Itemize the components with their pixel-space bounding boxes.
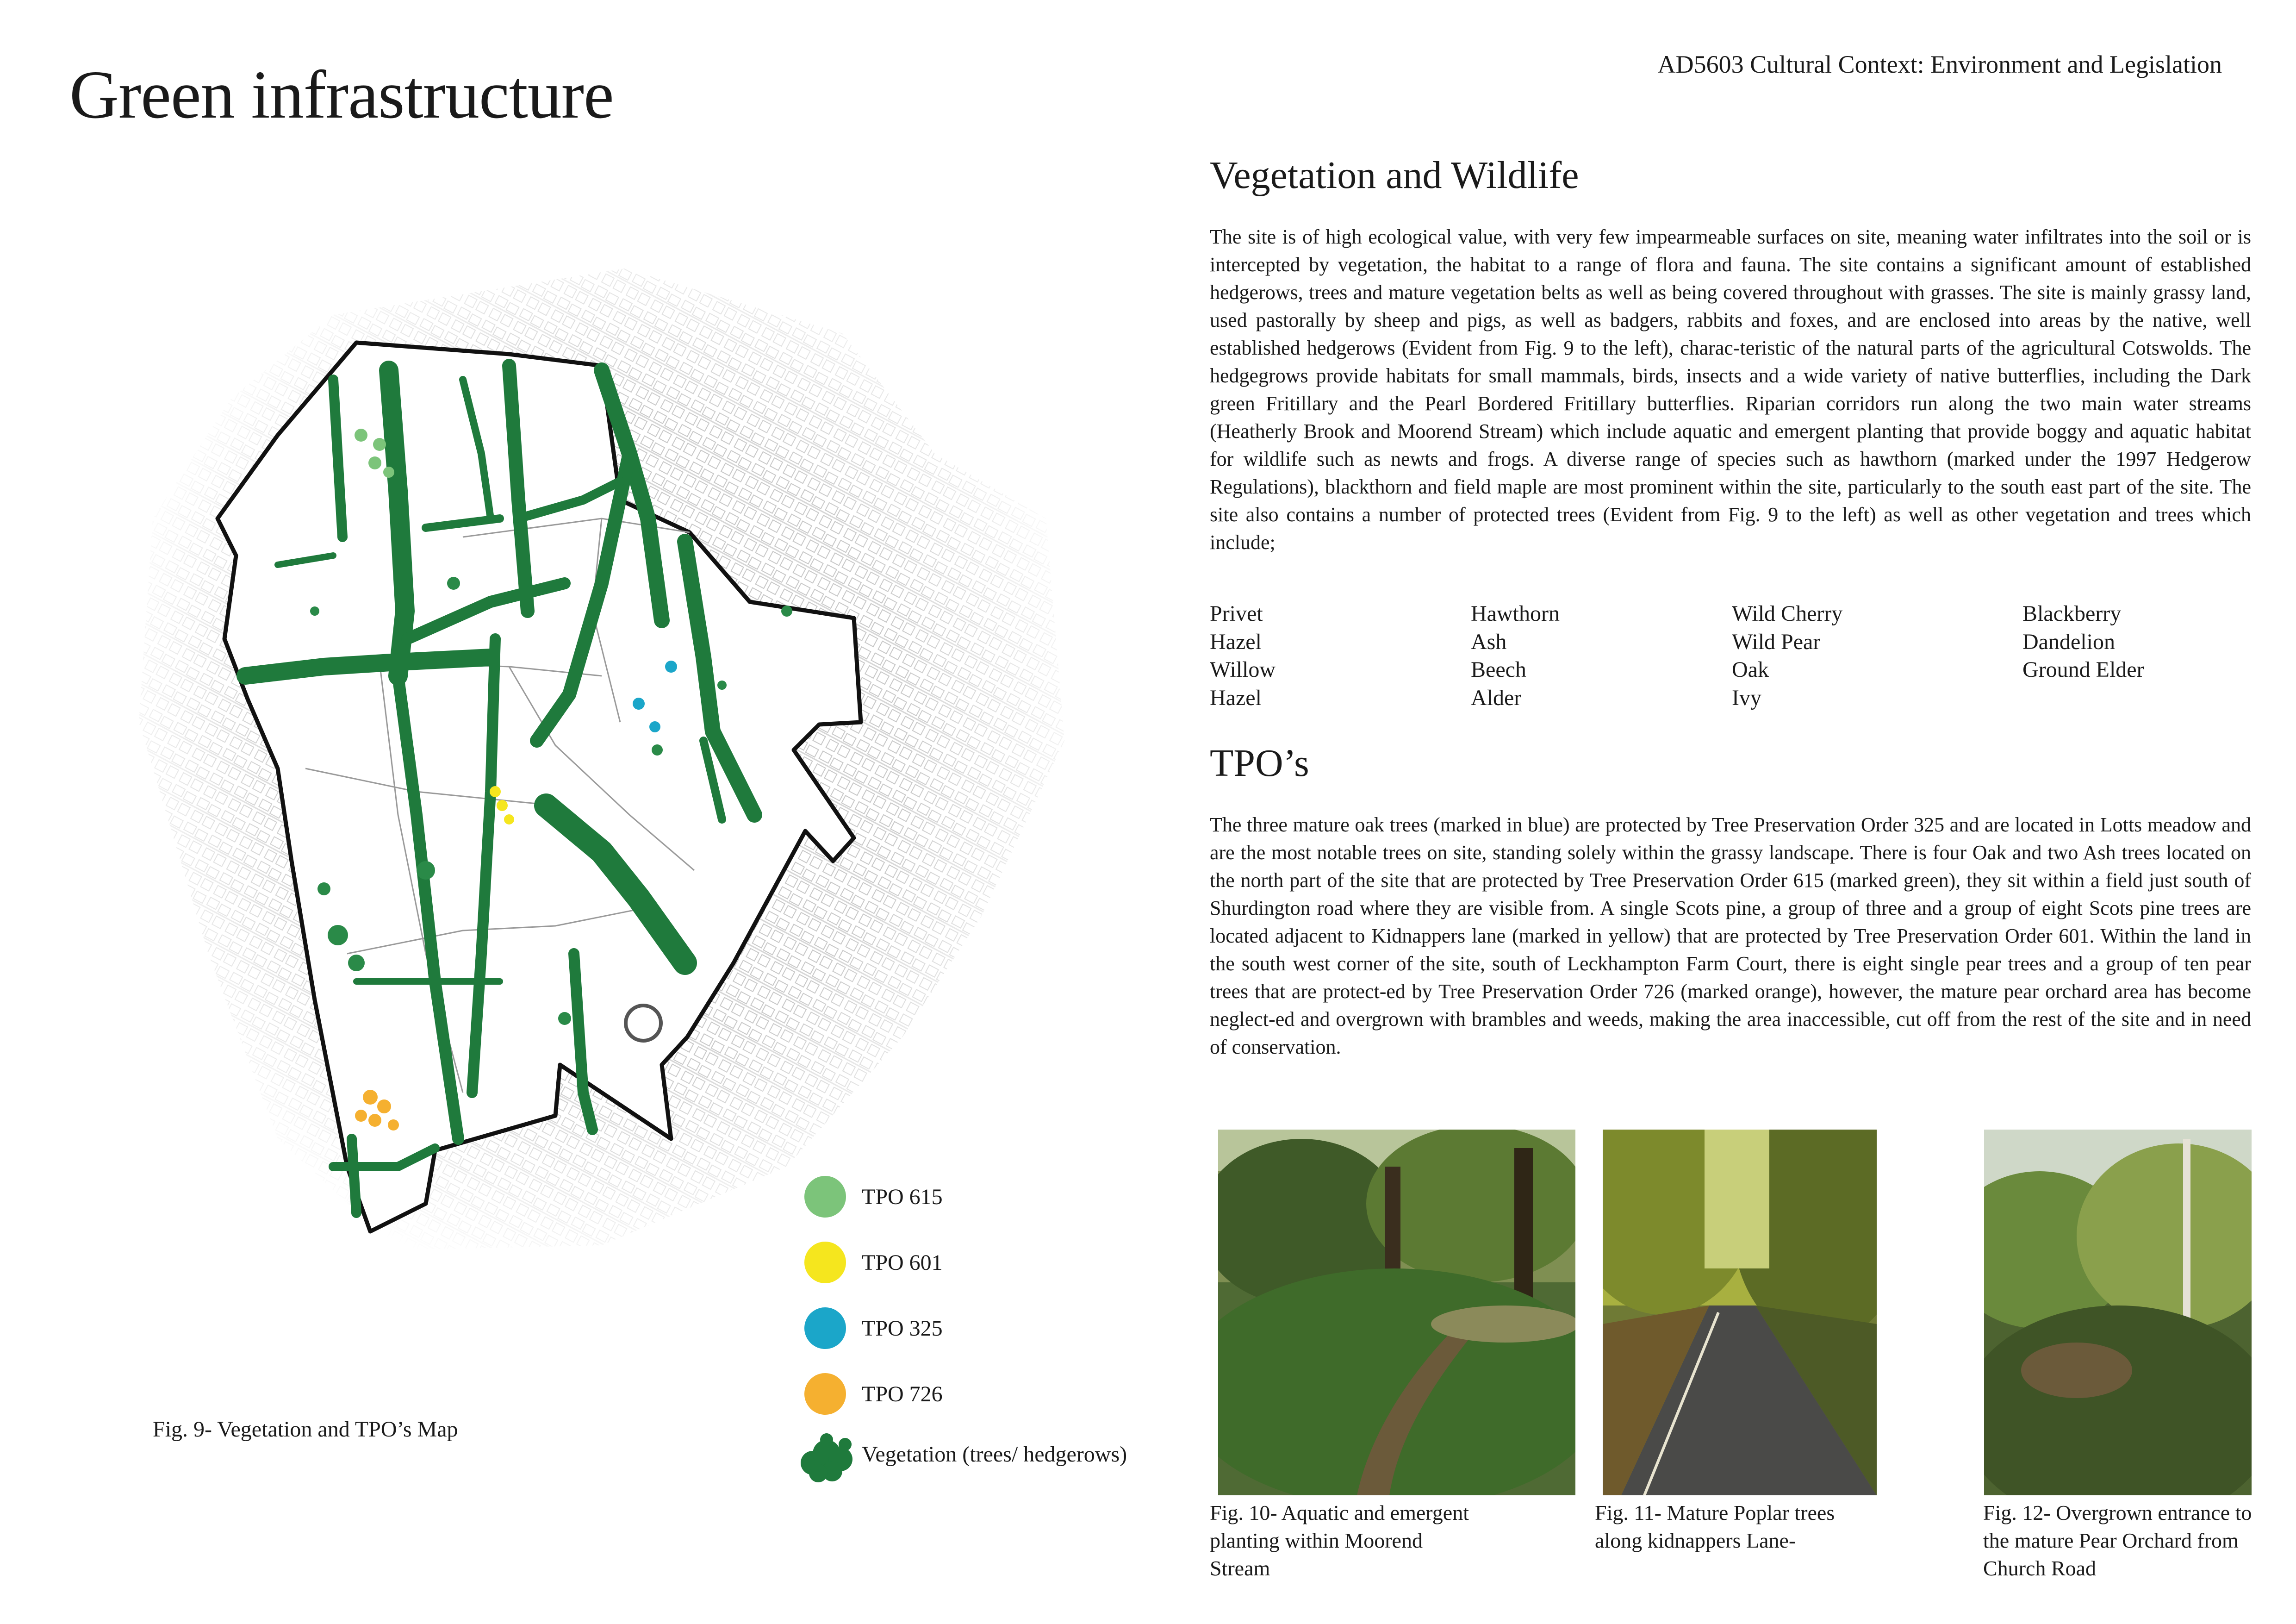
species-item: Hazel	[1210, 685, 1262, 710]
pear-orchard-entrance-photo	[1984, 1130, 2252, 1495]
legend-label: Vegetation (trees/ hedgerows)	[862, 1442, 1127, 1467]
species-item: Ground Elder	[2022, 657, 2144, 682]
fig11-caption: Fig. 11- Mature Poplar trees along kidnappers Lane-	[1595, 1501, 1835, 1552]
species-column	[1210, 600, 1276, 712]
legend-label: TPO 726	[862, 1382, 943, 1406]
aquatic-planting-photo	[1218, 1130, 1575, 1495]
species-item: Blackberry	[2022, 601, 2122, 626]
species-column	[2022, 600, 2144, 684]
species-list	[1210, 600, 2274, 720]
legend-item-tpo-615	[804, 1176, 1221, 1222]
fig9-caption: Fig. 9- Vegetation and TPO’s Map	[153, 1417, 458, 1442]
tpo-325-dot	[804, 1307, 846, 1349]
species-column	[1732, 600, 1842, 712]
fig12-photo	[1984, 1130, 2252, 1495]
legend-label: TPO 615	[862, 1185, 943, 1209]
species-item: Oak	[1732, 657, 1769, 682]
legend-item-tpo-726	[804, 1373, 1221, 1419]
tpo-601-dot	[804, 1242, 846, 1283]
tpo-726-dot	[804, 1373, 846, 1415]
vegetation-heading: Vegetation and Wildlife	[1210, 154, 1579, 197]
species-item: Dandelion	[2022, 629, 2115, 654]
tpo-paragraph: The three mature oak trees (marked in blue) are protected by Tree Preservation Order 325 and are located in Lotts meadow and are the most notable trees on site, standing solely within the grassy landscape. There is four Oak and two Ash trees located on the north part of the site that are protected by Tree Preservation Order 615 (marked green), they sit within a field just south of Shurdington road where they are visible from. A single Scots pine, a group of three and a group of eight Scots pine trees are located adjacent to Kidnappers lane (marked in yellow) that are protected by Tree Preservation Order 601. Within the land in the south west corner of the site, south of Leckhampton Farm Court, there is eight single pear trees and a group of ten pear trees that are protect-ed by Tree Preservation Order 726 (marked orange), however, the mature pear orchard area has become neglect-ed and overgrown with brambles and weeds, making the area inaccessible, cut off from the rest of the site and in need of conservation.	[1210, 813, 2251, 1058]
species-item: Privet	[1210, 601, 1263, 626]
fig11-photo	[1603, 1130, 1877, 1495]
map-canvas	[139, 259, 1064, 1259]
tpo-615-dot	[804, 1176, 846, 1218]
species-item: Ash	[1471, 629, 1507, 654]
species-item: Wild Cherry	[1732, 601, 1843, 626]
tpo-heading: TPO’s	[1210, 742, 1309, 785]
species-item: Hawthorn	[1471, 601, 1560, 626]
species-column	[1471, 600, 1560, 712]
species-item: Hazel	[1210, 629, 1262, 654]
vegetation-tpo-map	[139, 259, 1064, 1259]
fig12-caption: Fig. 12- Overgrown entrance to the mature Pear Orchard from Church Road	[1983, 1501, 2252, 1580]
fig10-caption: Fig. 10- Aquatic and emergent planting within Moorend Stream	[1210, 1501, 1469, 1580]
species-item: Alder	[1471, 685, 1522, 710]
vegetation-paragraph: The site is of high ecological value, with very few impearmeable surfaces on site, meaning water infiltrates into the soil or is intercepted by vegetation, the habitat to a range of flora and fauna. The site contains a significant amount of established hedgerows, trees and mature vegetation belts as well as being covered throughout with grasses. The site is mainly grassy land, used pastorally by sheep and pigs, as well as badgers, rabbits and foxes, and are enclosed into areas by the native, well established hedgerows (Evident from Fig. 9 to the left), charac-teristic of the natural parts of the agricultural Cotswolds. The hedgegrows provide habitats for small mammals, birds, insects and a wide variety of native butterflies, including the Dark green Fritillary and the Pearl Bordered Fritillary butterflies. Riparian corridors run along the two main water streams (Heatherly Brook and Moorend Stream) which include aquatic and emergent planting that provide boggy and aquatic habitat for wildlife such as newts and frogs. A diverse range of species such as hawthorn (marked under the 1997 Hedgerow Regulations), blackthorn and field maple are most prominent within the site, particularly to the south east part of the site. The site also contains a number of protected trees (Evident from Fig. 9 to the left) as well as other vegetation and trees which include;	[1210, 225, 2251, 554]
species-item: Willow	[1210, 657, 1276, 682]
course-header: AD5603 Cultural Context: Environment and Legislation	[1657, 50, 2222, 78]
species-item: Beech	[1471, 657, 1526, 682]
fig10-photo	[1218, 1130, 1575, 1495]
species-item: Wild Pear	[1732, 629, 1821, 654]
page-title: Green infrastructure	[69, 57, 614, 133]
legend-item-tpo-325	[804, 1307, 1221, 1354]
legend-item-vegetation	[804, 1433, 1221, 1480]
species-item: Ivy	[1732, 685, 1761, 710]
legend-item-tpo-601	[804, 1242, 1221, 1288]
poplar-lane-photo	[1603, 1130, 1877, 1495]
legend-label: TPO 601	[862, 1250, 943, 1275]
vegetation-blob-icon	[799, 1430, 859, 1486]
legend-label: TPO 325	[862, 1316, 943, 1341]
